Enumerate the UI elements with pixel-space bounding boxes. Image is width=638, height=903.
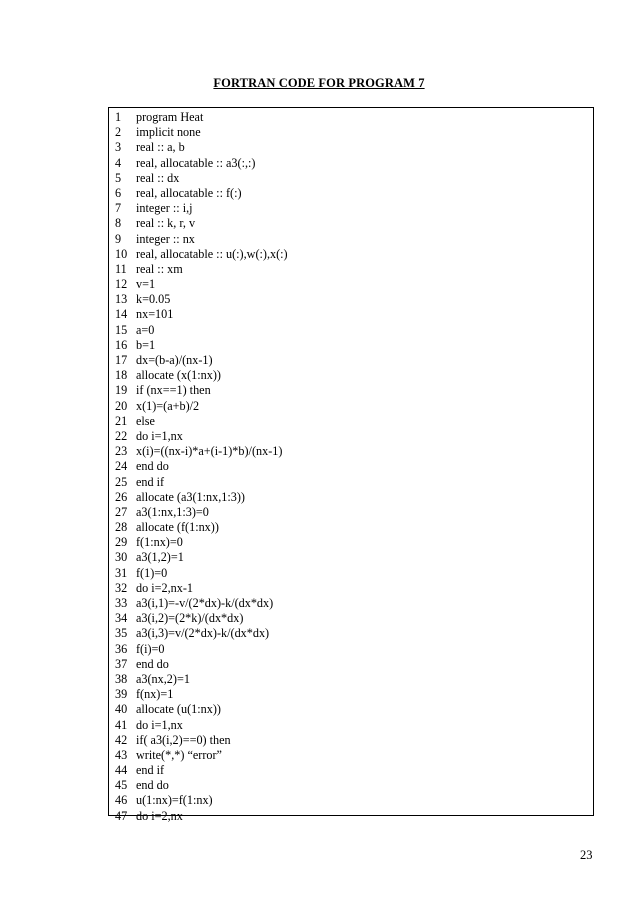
code-text: a3(1,2)=1 xyxy=(136,550,184,565)
line-number: 1 xyxy=(115,110,122,124)
code-text: real, allocatable :: u(:),w(:),x(:) xyxy=(136,246,288,261)
line-number: 27 xyxy=(115,504,128,519)
code-text: do i=2,nx xyxy=(136,808,183,823)
line-number: 24 xyxy=(115,459,128,474)
code-line xyxy=(115,307,288,322)
code-text: do i=2,nx-1 xyxy=(136,580,193,595)
code-line xyxy=(115,444,288,459)
code-line xyxy=(115,399,288,414)
code-line xyxy=(115,490,288,505)
line-number: 6 xyxy=(115,185,122,200)
code-line xyxy=(115,748,288,763)
code-listing xyxy=(115,110,288,824)
code-line xyxy=(115,216,288,231)
code-text: a3(i,3)=v/(2*dx)-k/(dx*dx) xyxy=(136,626,270,641)
line-number: 14 xyxy=(115,307,128,322)
code-text: k=0.05 xyxy=(136,292,171,307)
code-line xyxy=(115,429,288,444)
code-text: f(nx)=1 xyxy=(136,687,174,702)
code-line xyxy=(115,626,288,641)
line-number: 8 xyxy=(115,216,122,231)
code-line xyxy=(115,125,288,140)
code-line xyxy=(115,596,288,611)
code-line xyxy=(115,171,288,186)
code-text: a3(i,2)=(2*k)/(dx*dx) xyxy=(136,611,244,626)
line-number: 31 xyxy=(115,565,128,580)
code-line xyxy=(115,156,288,171)
line-number: 34 xyxy=(115,611,128,626)
code-text: write(*,*) “error” xyxy=(136,747,222,762)
code-line xyxy=(115,201,288,216)
line-number: 25 xyxy=(115,474,128,489)
line-number: 22 xyxy=(115,428,128,443)
code-text: allocate (u(1:nx)) xyxy=(136,702,221,717)
code-text: u(1:nx)=f(1:nx) xyxy=(136,793,213,808)
line-number: 39 xyxy=(115,687,128,702)
line-number: 16 xyxy=(115,337,128,352)
line-number: 17 xyxy=(115,353,128,367)
line-number: 37 xyxy=(115,656,128,671)
code-text: a3(nx,2)=1 xyxy=(136,671,190,686)
line-number: 19 xyxy=(115,383,128,398)
line-number: 12 xyxy=(115,277,128,292)
code-line xyxy=(115,277,288,292)
code-line xyxy=(115,292,288,307)
code-text: if (nx==1) then xyxy=(136,383,211,398)
code-line xyxy=(115,414,288,429)
code-line xyxy=(115,368,288,383)
line-number: 15 xyxy=(115,322,128,337)
line-number: 47 xyxy=(115,808,128,823)
line-number: 33 xyxy=(115,596,128,610)
code-text: end do xyxy=(136,778,169,793)
code-text: else xyxy=(136,413,155,428)
code-line xyxy=(115,262,288,277)
code-text: f(1)=0 xyxy=(136,565,168,580)
code-text: x(i)=((nx-i)*a+(i-1)*b)/(nx-1) xyxy=(136,444,283,459)
line-number: 35 xyxy=(115,626,128,641)
code-line xyxy=(115,110,288,125)
line-number: 30 xyxy=(115,550,128,565)
code-text: a=0 xyxy=(136,322,155,337)
line-number: 4 xyxy=(115,155,122,170)
code-line xyxy=(115,809,288,824)
code-text: allocate (x(1:nx)) xyxy=(136,368,221,383)
code-text: f(1:nx)=0 xyxy=(136,535,183,550)
code-text: real :: dx xyxy=(136,170,180,185)
code-line xyxy=(115,793,288,808)
code-line xyxy=(115,505,288,520)
code-line xyxy=(115,566,288,581)
code-line xyxy=(115,581,288,596)
code-text: real :: a, b xyxy=(136,140,185,155)
code-text: f(i)=0 xyxy=(136,641,165,656)
line-number: 3 xyxy=(115,140,122,155)
line-number: 2 xyxy=(115,125,122,140)
code-text: nx=101 xyxy=(136,307,174,322)
code-text: x(1)=(a+b)/2 xyxy=(136,398,200,413)
code-text: end do xyxy=(136,656,169,671)
code-line xyxy=(115,186,288,201)
page-title: FORTRAN CODE FOR PROGRAM 7 xyxy=(213,76,425,90)
code-line xyxy=(115,475,288,490)
code-text: end if xyxy=(136,763,165,778)
code-text: end if xyxy=(136,474,165,489)
line-number: 10 xyxy=(115,246,128,261)
code-text: implicit none xyxy=(136,125,201,140)
code-text: integer :: nx xyxy=(136,231,195,246)
code-text: dx=(b-a)/(nx-1) xyxy=(136,353,213,367)
code-text: program Heat xyxy=(136,110,204,124)
line-number: 43 xyxy=(115,747,128,762)
code-line xyxy=(115,520,288,535)
code-text: integer :: i,j xyxy=(136,201,193,216)
code-listing-box xyxy=(108,107,594,823)
code-text: do i=1,nx xyxy=(136,428,183,443)
line-number: 29 xyxy=(115,535,128,550)
line-number: 18 xyxy=(115,368,128,383)
code-line xyxy=(115,140,288,155)
line-number: 13 xyxy=(115,292,128,307)
line-number: 5 xyxy=(115,170,122,185)
line-number: 38 xyxy=(115,671,128,686)
code-text: allocate (a3(1:nx,1:3)) xyxy=(136,489,245,504)
line-number: 40 xyxy=(115,702,128,717)
code-line xyxy=(115,733,288,748)
code-line xyxy=(115,247,288,262)
code-text: a3(1:nx,1:3)=0 xyxy=(136,504,209,519)
line-number: 41 xyxy=(115,717,128,732)
line-number: 45 xyxy=(115,778,128,793)
code-text: real :: xm xyxy=(136,261,183,276)
code-line xyxy=(115,702,288,717)
line-number: 7 xyxy=(115,201,122,216)
line-number: 9 xyxy=(115,231,122,246)
code-text: do i=1,nx xyxy=(136,717,183,732)
code-text: a3(i,1)=-v/(2*dx)-k/(dx*dx) xyxy=(136,596,274,610)
code-text: end do xyxy=(136,459,169,474)
line-number: 46 xyxy=(115,793,128,808)
code-line xyxy=(115,657,288,672)
line-number: 42 xyxy=(115,732,128,747)
line-number: 36 xyxy=(115,641,128,656)
code-text: real :: k, r, v xyxy=(136,216,196,231)
line-number: 23 xyxy=(115,444,128,459)
code-line xyxy=(115,338,288,353)
line-number: 26 xyxy=(115,489,128,504)
code-text: b=1 xyxy=(136,337,156,352)
line-number: 20 xyxy=(115,398,128,413)
code-text: real, allocatable :: a3(:,:) xyxy=(136,155,256,170)
code-line xyxy=(115,353,288,368)
code-text: allocate (f(1:nx)) xyxy=(136,520,219,535)
code-line xyxy=(115,383,288,398)
code-text: v=1 xyxy=(136,277,156,292)
code-line xyxy=(115,459,288,474)
code-line xyxy=(115,672,288,687)
page-number: 23 xyxy=(580,848,593,862)
code-line xyxy=(115,778,288,793)
code-line xyxy=(115,323,288,338)
code-line xyxy=(115,232,288,247)
code-line xyxy=(115,535,288,550)
code-line xyxy=(115,718,288,733)
code-line xyxy=(115,687,288,702)
code-line xyxy=(115,611,288,626)
code-line xyxy=(115,763,288,778)
line-number: 11 xyxy=(115,261,127,276)
line-number: 44 xyxy=(115,763,128,778)
code-line xyxy=(115,550,288,565)
line-number: 28 xyxy=(115,520,128,535)
line-number: 21 xyxy=(115,413,128,428)
code-text: real, allocatable :: f(:) xyxy=(136,185,242,200)
code-line xyxy=(115,642,288,657)
line-number: 32 xyxy=(115,580,128,595)
code-text: if( a3(i,2)==0) then xyxy=(136,732,231,747)
